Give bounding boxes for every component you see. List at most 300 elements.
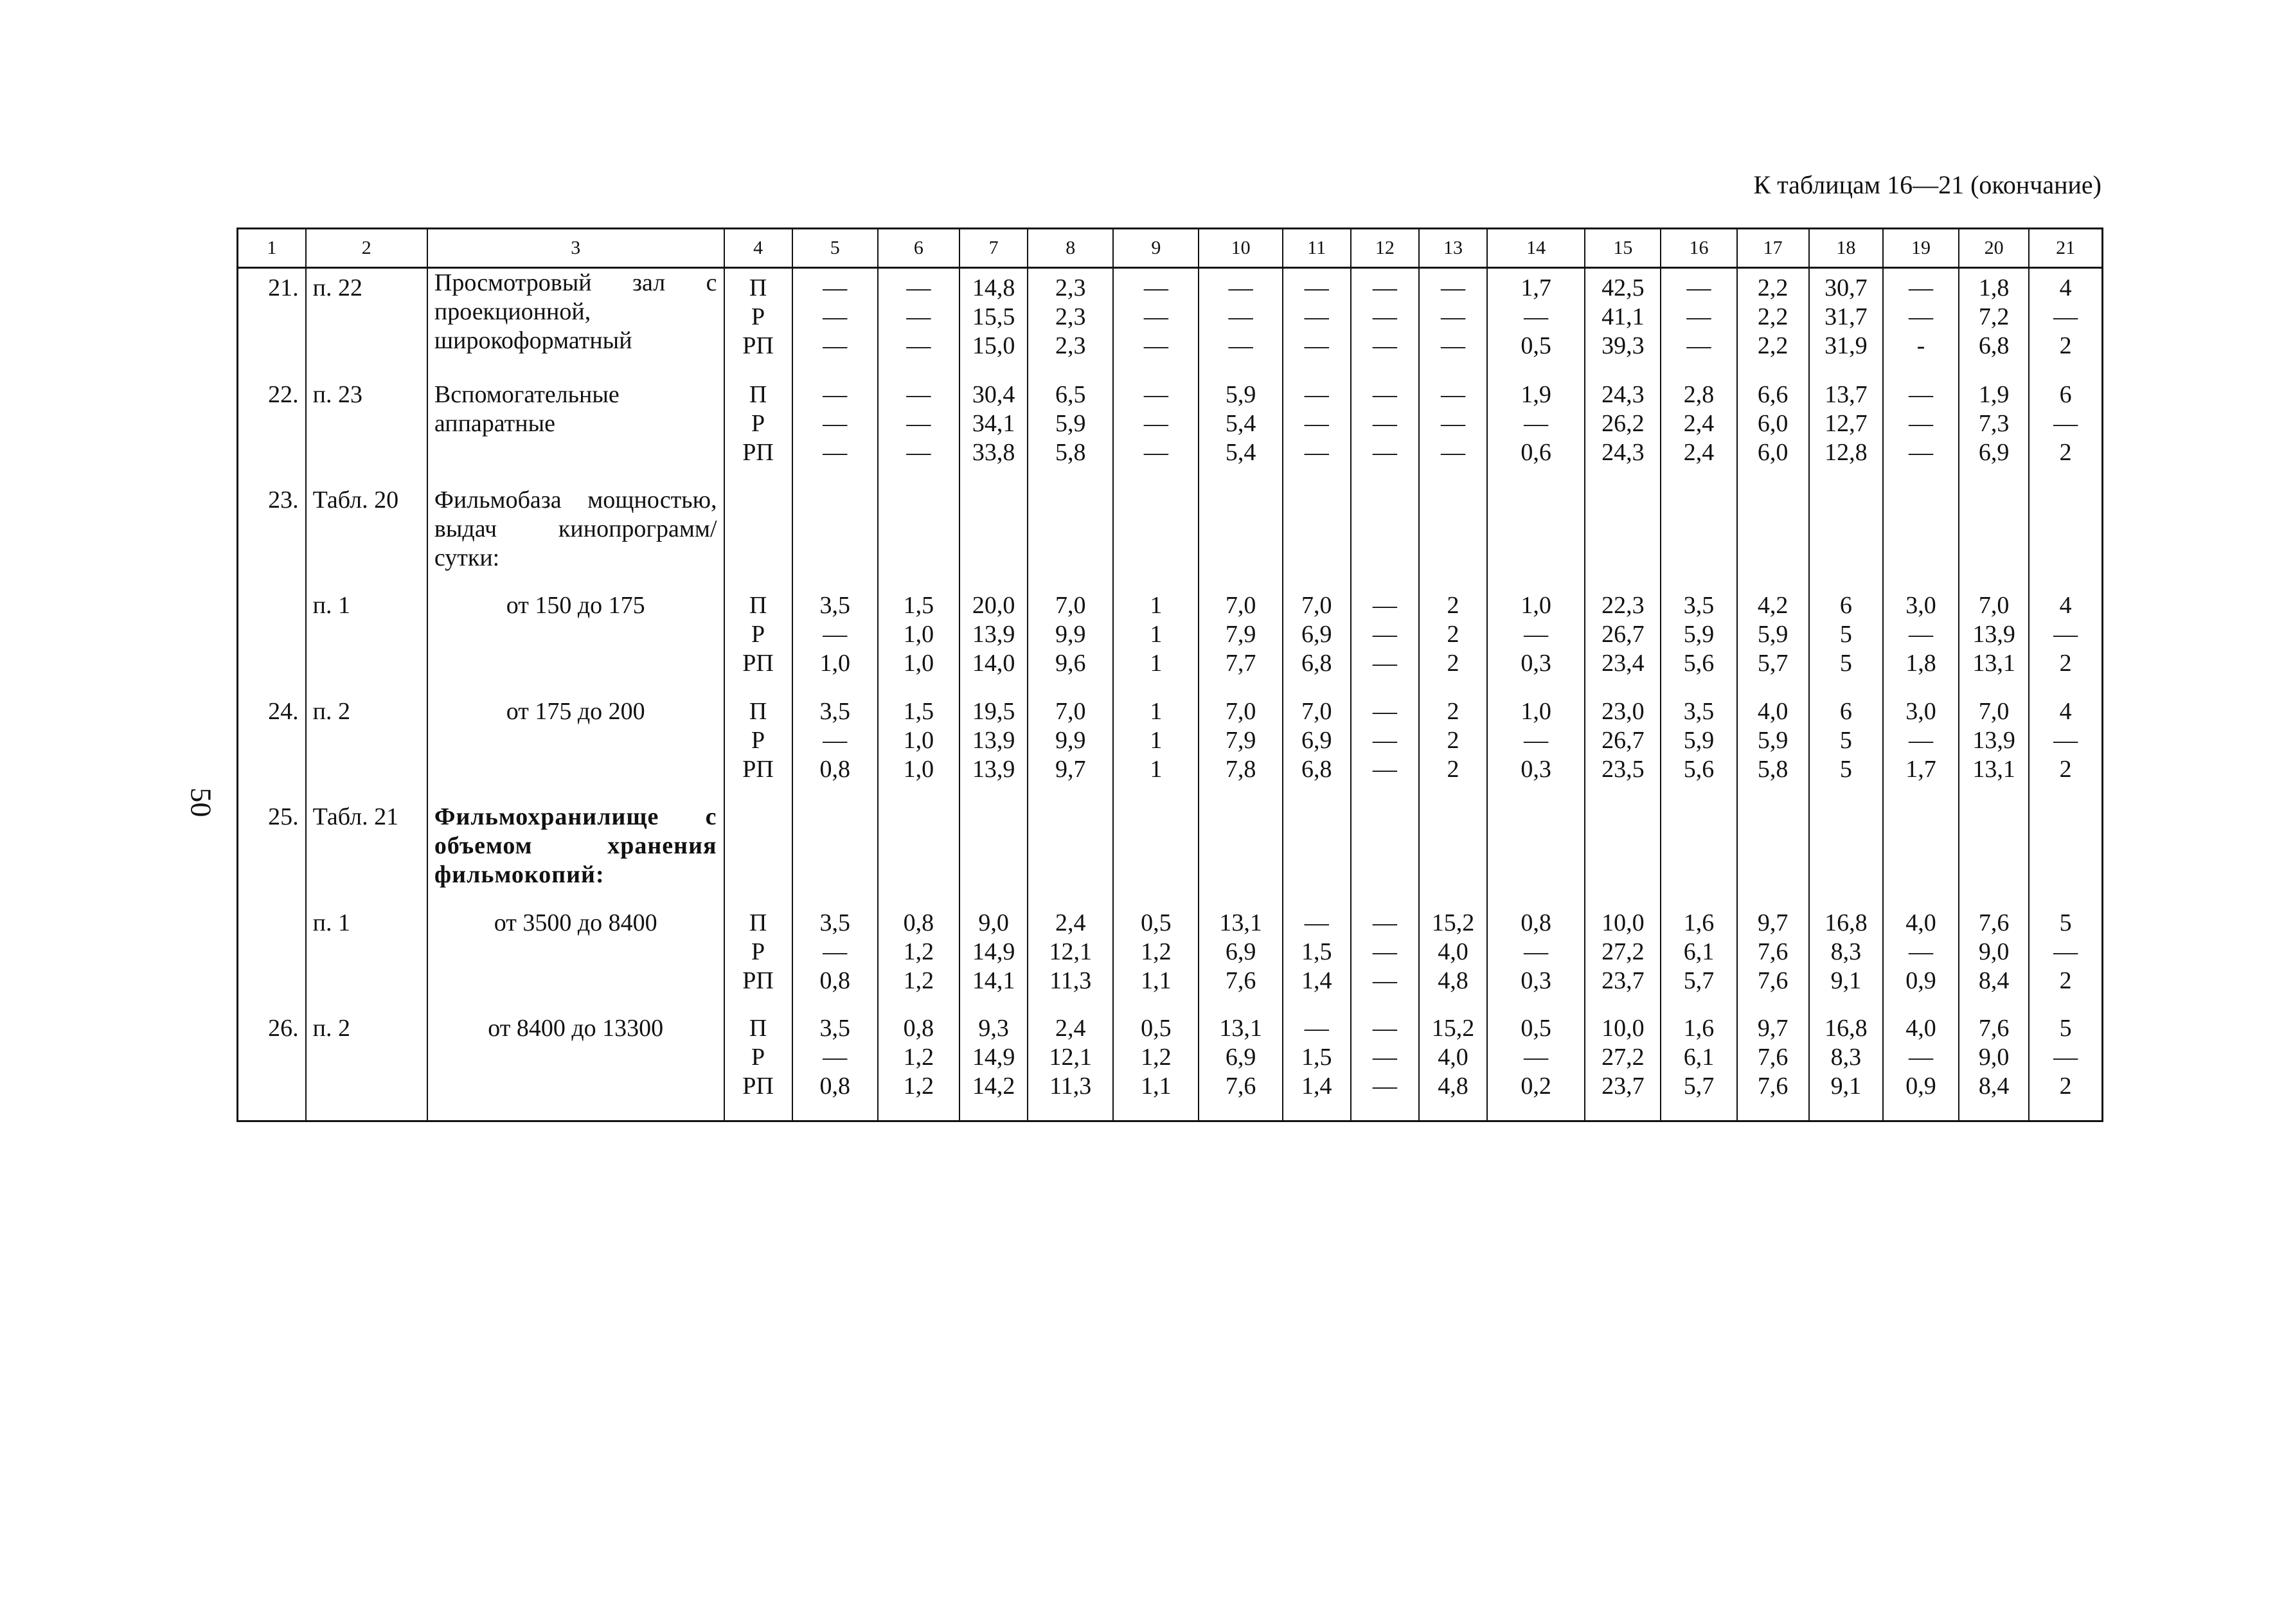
- cell-value: —: [1908, 1044, 1933, 1071]
- column-header: 17: [1737, 229, 1809, 268]
- cell-value: РП: [742, 438, 774, 466]
- value-cell: [1737, 380, 1809, 477]
- cell-value: —: [1143, 409, 1168, 437]
- value-cell: [1585, 803, 1661, 899]
- cell-value: —: [1372, 274, 1397, 301]
- value-cell: [1283, 380, 1351, 477]
- value-cell: [1809, 380, 1883, 477]
- spacer-cell: [1283, 477, 1351, 486]
- cell-value: 15,0: [972, 332, 1015, 359]
- spacer-cell: [306, 477, 427, 486]
- value-cell: [1351, 380, 1419, 477]
- spacer-cell: [1487, 1111, 1585, 1120]
- spacer-cell: [724, 688, 792, 697]
- spacer-cell: [1351, 371, 1419, 380]
- value-cell: [1283, 591, 1351, 688]
- spacer-cell: [238, 1111, 306, 1120]
- cell-value: 5,9: [1683, 621, 1715, 648]
- cell-value: 3,5: [1683, 592, 1715, 620]
- cell-value: 6,8: [1301, 755, 1332, 783]
- spacer-cell: [1199, 1005, 1282, 1014]
- value-cell: [792, 486, 878, 582]
- cell-value: 2: [1447, 697, 1459, 725]
- cell-value: 7,8: [1225, 755, 1256, 783]
- cell-value: 5,6: [1683, 650, 1715, 677]
- column-header: 8: [1028, 229, 1113, 268]
- cell-value: 9,7: [1757, 1015, 1789, 1042]
- cell-value: 12,7: [1824, 409, 1868, 437]
- value-cell: [1809, 909, 1883, 1005]
- spacer-cell: [1585, 371, 1661, 380]
- cell-value: 4,0: [1905, 909, 1936, 936]
- spacer-cell: [724, 1111, 792, 1120]
- spacer-cell: [1487, 688, 1585, 697]
- spacer-cell: [878, 688, 959, 697]
- cell-value: —: [1372, 755, 1397, 783]
- value-cell: [1419, 591, 1487, 688]
- value-cell: [1419, 268, 1487, 371]
- row-description: Просмотровый зал с проекционной, широкоформатный: [427, 268, 724, 371]
- value-cell: [724, 591, 792, 688]
- cell-value: —: [1524, 409, 1549, 437]
- cell-value: РП: [742, 332, 774, 359]
- cell-value: 11,3: [1049, 967, 1092, 994]
- value-cell: [1113, 697, 1199, 794]
- value-cell: [1737, 803, 1809, 899]
- value-cell: [878, 803, 959, 899]
- value-cell: [1809, 803, 1883, 899]
- value-cell: [959, 268, 1028, 371]
- cell-value: РП: [742, 755, 774, 783]
- cell-value: —: [1524, 1044, 1549, 1071]
- cell-value: 0,8: [1521, 909, 1551, 936]
- value-cell: [1487, 909, 1585, 1005]
- cell-value: 3,5: [819, 1015, 850, 1042]
- spacer-cell: [724, 477, 792, 486]
- value-cell: [1199, 803, 1282, 899]
- spacer-cell: [427, 477, 724, 486]
- cell-value: 4,2: [1757, 592, 1789, 620]
- cell-value: 1,9: [1521, 380, 1551, 408]
- cell-value: 1,5: [903, 697, 934, 725]
- value-cell: [2029, 380, 2102, 477]
- cell-value: 1,5: [1301, 938, 1332, 965]
- cell-value: 22,3: [1601, 592, 1645, 620]
- spacer-cell: [1028, 1111, 1113, 1120]
- cell-value: 33,8: [972, 438, 1015, 466]
- value-cell: [1737, 1014, 1809, 1111]
- spacer-cell: [1113, 582, 1199, 591]
- spacer-cell: [1351, 477, 1419, 486]
- value-cell: [1585, 486, 1661, 582]
- cell-value: 26,7: [1601, 621, 1645, 648]
- cell-value: 1,0: [903, 755, 934, 783]
- cell-value: 1,7: [1905, 755, 1936, 783]
- column-header: 9: [1113, 229, 1199, 268]
- spacer-cell: [1487, 477, 1585, 486]
- row-number: 22.: [238, 380, 306, 477]
- spacer-cell: [1283, 900, 1351, 909]
- cell-value: 5,9: [1055, 409, 1086, 437]
- value-cell: [959, 909, 1028, 1005]
- value-cell: [724, 697, 792, 794]
- spacer-cell: [1028, 794, 1113, 803]
- value-cell: [2029, 486, 2102, 582]
- cell-value: 8,4: [1978, 967, 2010, 994]
- row-spacer: [238, 371, 2103, 380]
- value-cell: [1113, 1014, 1199, 1111]
- filler-cell: [959, 1120, 1028, 1121]
- filler-row: [238, 1120, 2103, 1121]
- cell-value: 1,2: [903, 938, 934, 965]
- cell-value: 9,3: [978, 1015, 1009, 1042]
- value-cell: [1487, 268, 1585, 371]
- spacer-cell: [792, 1005, 878, 1014]
- filler-cell: [1585, 1120, 1661, 1121]
- cell-value: 2: [2059, 755, 2072, 783]
- filler-cell: [306, 1120, 427, 1121]
- column-header: 13: [1419, 229, 1487, 268]
- spacer-cell: [1585, 900, 1661, 909]
- spacer-cell: [1809, 1111, 1883, 1120]
- cell-value: —: [1143, 274, 1168, 301]
- cell-value: —: [906, 380, 931, 408]
- cell-value: 1: [1150, 592, 1163, 620]
- value-cell: [724, 268, 792, 371]
- cell-value: —: [1524, 938, 1549, 965]
- spacer-cell: [238, 794, 306, 803]
- cell-value: 4: [2059, 697, 2072, 725]
- cell-value: 9,9: [1055, 726, 1086, 754]
- spacer-cell: [1487, 900, 1585, 909]
- cell-value: —: [1143, 438, 1168, 466]
- spacer-cell: [1351, 794, 1419, 803]
- cell-value: —: [1686, 332, 1711, 359]
- cell-value: —: [1524, 726, 1549, 754]
- cell-value: 2: [2059, 1073, 2072, 1100]
- page-number: 50: [184, 787, 218, 817]
- cell-value: 2: [1447, 621, 1459, 648]
- value-cell: [1737, 697, 1809, 794]
- cell-value: Р: [751, 938, 765, 965]
- spacer-cell: [427, 794, 724, 803]
- cell-value: 14,8: [972, 274, 1015, 301]
- spacer-cell: [1199, 1111, 1282, 1120]
- cell-value: 1,1: [1141, 1073, 1172, 1100]
- value-cell: [1351, 1014, 1419, 1111]
- cell-value: 5: [1839, 726, 1852, 754]
- cell-value: 9,6: [1055, 650, 1086, 677]
- cell-value: —: [1228, 274, 1253, 301]
- value-cell: [1028, 1014, 1113, 1111]
- cell-value: 5,8: [1055, 438, 1086, 466]
- spacer-cell: [1028, 900, 1113, 909]
- spacer-cell: [1028, 477, 1113, 486]
- cell-value: 0,5: [1521, 1015, 1551, 1042]
- row-description: от 3500 до 8400: [427, 909, 724, 1005]
- value-cell: [792, 909, 878, 1005]
- cell-value: 23,4: [1601, 650, 1645, 677]
- data-table: [236, 228, 2103, 1122]
- cell-value: 13,9: [972, 755, 1015, 783]
- filler-cell: [1487, 1120, 1585, 1121]
- cell-value: —: [2053, 621, 2078, 648]
- filler-cell: [1199, 1120, 1282, 1121]
- cell-value: 1: [1150, 697, 1163, 725]
- value-cell: [792, 697, 878, 794]
- cell-value: 2,3: [1055, 332, 1086, 359]
- cell-value: —: [1908, 303, 1933, 330]
- value-cell: [2029, 803, 2102, 899]
- cell-value: 13,9: [972, 726, 1015, 754]
- spacer-cell: [427, 900, 724, 909]
- cell-value: 7,6: [1757, 938, 1789, 965]
- cell-value: —: [823, 380, 848, 408]
- spacer-cell: [306, 900, 427, 909]
- value-cell: [1661, 803, 1736, 899]
- cell-value: 9,0: [1978, 1044, 2010, 1071]
- cell-value: 1,0: [819, 650, 850, 677]
- value-cell: [1487, 697, 1585, 794]
- cell-value: 6,8: [1978, 332, 2010, 359]
- cell-value: П: [749, 274, 767, 301]
- value-cell: [1661, 1014, 1736, 1111]
- spacer-cell: [1661, 477, 1736, 486]
- cell-value: 2: [1447, 592, 1459, 620]
- cell-value: 1,8: [1905, 650, 1936, 677]
- cell-value: 23,7: [1601, 967, 1645, 994]
- cell-value: 2,3: [1055, 303, 1086, 330]
- cell-value: 4,8: [1438, 967, 1468, 994]
- cell-value: 0,3: [1521, 650, 1551, 677]
- value-cell: [1419, 803, 1487, 899]
- spacer-cell: [1028, 582, 1113, 591]
- spacer-cell: [878, 1111, 959, 1120]
- spacer-cell: [1883, 794, 1959, 803]
- spacer-cell: [306, 688, 427, 697]
- value-cell: [1883, 697, 1959, 794]
- cell-value: 2: [2059, 967, 2072, 994]
- spacer-cell: [1028, 1005, 1113, 1014]
- row-reference: п. 2: [306, 1014, 427, 1111]
- spacer-cell: [1419, 794, 1487, 803]
- cell-value: 41,1: [1601, 303, 1645, 330]
- cell-value: —: [1143, 380, 1168, 408]
- column-header: 3: [427, 229, 724, 268]
- cell-value: —: [1304, 274, 1329, 301]
- value-cell: [1661, 268, 1736, 371]
- value-cell: [792, 591, 878, 688]
- cell-value: 2: [1447, 650, 1459, 677]
- value-cell: [1419, 697, 1487, 794]
- cell-value: 5: [1839, 650, 1852, 677]
- value-cell: [1809, 486, 1883, 582]
- spacer-cell: [1351, 900, 1419, 909]
- cell-value: 0,2: [1521, 1073, 1551, 1100]
- filler-cell: [1661, 1120, 1736, 1121]
- spacer-cell: [1737, 688, 1809, 697]
- spacer-cell: [1487, 1005, 1585, 1014]
- spacer-cell: [2029, 371, 2102, 380]
- row-reference: п. 23: [306, 380, 427, 477]
- value-cell: [1199, 268, 1282, 371]
- value-cell: [1883, 380, 1959, 477]
- spacer-cell: [238, 900, 306, 909]
- header-row: [238, 229, 2103, 268]
- cell-value: —: [1372, 303, 1397, 330]
- spacer-cell: [1351, 1005, 1419, 1014]
- value-cell: [1419, 380, 1487, 477]
- row-spacer: [238, 688, 2103, 697]
- value-cell: [792, 268, 878, 371]
- cell-value: —: [1304, 909, 1329, 936]
- cell-value: 27,2: [1601, 938, 1645, 965]
- value-cell: [1283, 1014, 1351, 1111]
- cell-value: 8,3: [1830, 938, 1862, 965]
- cell-value: 5,9: [1757, 726, 1789, 754]
- spacer-cell: [959, 794, 1028, 803]
- value-cell: [724, 1014, 792, 1111]
- row-spacer: [238, 1005, 2103, 1014]
- cell-value: 1,4: [1301, 967, 1332, 994]
- column-header: 4: [724, 229, 792, 268]
- filler-cell: [1028, 1120, 1113, 1121]
- spacer-cell: [1419, 688, 1487, 697]
- row-number: [238, 909, 306, 1005]
- cell-value: 9,1: [1830, 967, 1862, 994]
- cell-value: —: [906, 409, 931, 437]
- cell-value: 12,1: [1049, 938, 1092, 965]
- cell-value: 4,8: [1438, 1073, 1468, 1100]
- cell-value: 13,9: [972, 621, 1015, 648]
- cell-value: 15,2: [1431, 1015, 1475, 1042]
- value-cell: [959, 486, 1028, 582]
- cell-value: —: [1304, 1015, 1329, 1042]
- filler-cell: [1737, 1120, 1809, 1121]
- cell-value: Р: [751, 726, 765, 754]
- cell-value: 1,6: [1683, 909, 1715, 936]
- table-row: [238, 591, 2103, 688]
- cell-value: 2,2: [1757, 274, 1789, 301]
- value-cell: [1661, 909, 1736, 1005]
- column-header: 7: [959, 229, 1028, 268]
- value-cell: [1585, 380, 1661, 477]
- cell-value: 7,0: [1055, 697, 1086, 725]
- value-cell: [1351, 591, 1419, 688]
- cell-value: 5: [2059, 1015, 2072, 1042]
- cell-value: 1,0: [903, 650, 934, 677]
- cell-value: —: [906, 303, 931, 330]
- cell-value: 0,3: [1521, 967, 1551, 994]
- spacer-cell: [1585, 1111, 1661, 1120]
- spacer-cell: [427, 371, 724, 380]
- cell-value: —: [1372, 726, 1397, 754]
- spacer-cell: [306, 1111, 427, 1120]
- spacer-cell: [1113, 900, 1199, 909]
- cell-value: —: [1372, 650, 1397, 677]
- value-cell: [1959, 1014, 2029, 1111]
- cell-value: РП: [742, 967, 774, 994]
- value-cell: [1113, 380, 1199, 477]
- value-cell: [1283, 697, 1351, 794]
- cell-value: 6,9: [1978, 438, 2010, 466]
- cell-value: 6,9: [1225, 1044, 1256, 1071]
- value-cell: [1585, 697, 1661, 794]
- spacer-cell: [1883, 477, 1959, 486]
- spacer-cell: [1737, 371, 1809, 380]
- cell-value: —: [1908, 438, 1933, 466]
- cell-value: 23,5: [1601, 755, 1645, 783]
- cell-value: —: [1228, 303, 1253, 330]
- value-cell: [1883, 909, 1959, 1005]
- spacer-cell: [2029, 794, 2102, 803]
- spacer-cell: [427, 1005, 724, 1014]
- spacer-cell: [1737, 477, 1809, 486]
- value-cell: [1199, 486, 1282, 582]
- cell-value: —: [1372, 909, 1397, 936]
- spacer-cell: [238, 477, 306, 486]
- cell-value: 13,9: [1972, 726, 2015, 754]
- filler-cell: [1883, 1120, 1959, 1121]
- cell-value: 7,6: [1978, 1015, 2010, 1042]
- cell-value: Р: [751, 1044, 765, 1071]
- value-cell: [1199, 1014, 1282, 1111]
- cell-value: —: [1908, 274, 1933, 301]
- cell-value: 1,4: [1301, 1073, 1332, 1100]
- cell-value: 30,7: [1824, 274, 1868, 301]
- spacer-cell: [1661, 582, 1736, 591]
- value-cell: [1028, 697, 1113, 794]
- spacer-cell: [1809, 900, 1883, 909]
- spacer-cell: [792, 582, 878, 591]
- cell-value: 6,0: [1757, 409, 1789, 437]
- cell-value: 12,1: [1049, 1044, 1092, 1071]
- value-cell: [1419, 486, 1487, 582]
- row-number: 24.: [238, 697, 306, 794]
- value-cell: [724, 486, 792, 582]
- cell-value: —: [1372, 380, 1397, 408]
- cell-value: П: [749, 909, 767, 936]
- value-cell: [1487, 1014, 1585, 1111]
- value-cell: [1585, 268, 1661, 371]
- spacer-cell: [1419, 582, 1487, 591]
- row-number: [238, 591, 306, 688]
- table-row: [238, 380, 2103, 477]
- cell-value: 15,5: [972, 303, 1015, 330]
- spacer-cell: [1959, 1111, 2029, 1120]
- column-header: 11: [1283, 229, 1351, 268]
- spacer-cell: [792, 1111, 878, 1120]
- cell-value: —: [823, 1044, 848, 1071]
- value-cell: [724, 380, 792, 477]
- cell-value: 7,0: [1978, 592, 2010, 620]
- row-reference: п. 22: [306, 268, 427, 371]
- spacer-cell: [1883, 582, 1959, 591]
- cell-value: 0,8: [903, 1015, 934, 1042]
- spacer-cell: [427, 1111, 724, 1120]
- cell-value: 7,6: [1757, 1044, 1789, 1071]
- spacer-cell: [1351, 688, 1419, 697]
- cell-value: —: [823, 332, 848, 359]
- cell-value: 14,9: [972, 938, 1015, 965]
- value-cell: [1419, 909, 1487, 1005]
- value-cell: [1351, 697, 1419, 794]
- column-header: 16: [1661, 229, 1736, 268]
- spacer-cell: [1661, 688, 1736, 697]
- cell-value: 5: [1839, 755, 1852, 783]
- value-cell: [1959, 268, 2029, 371]
- cell-value: 1,8: [1978, 274, 2010, 301]
